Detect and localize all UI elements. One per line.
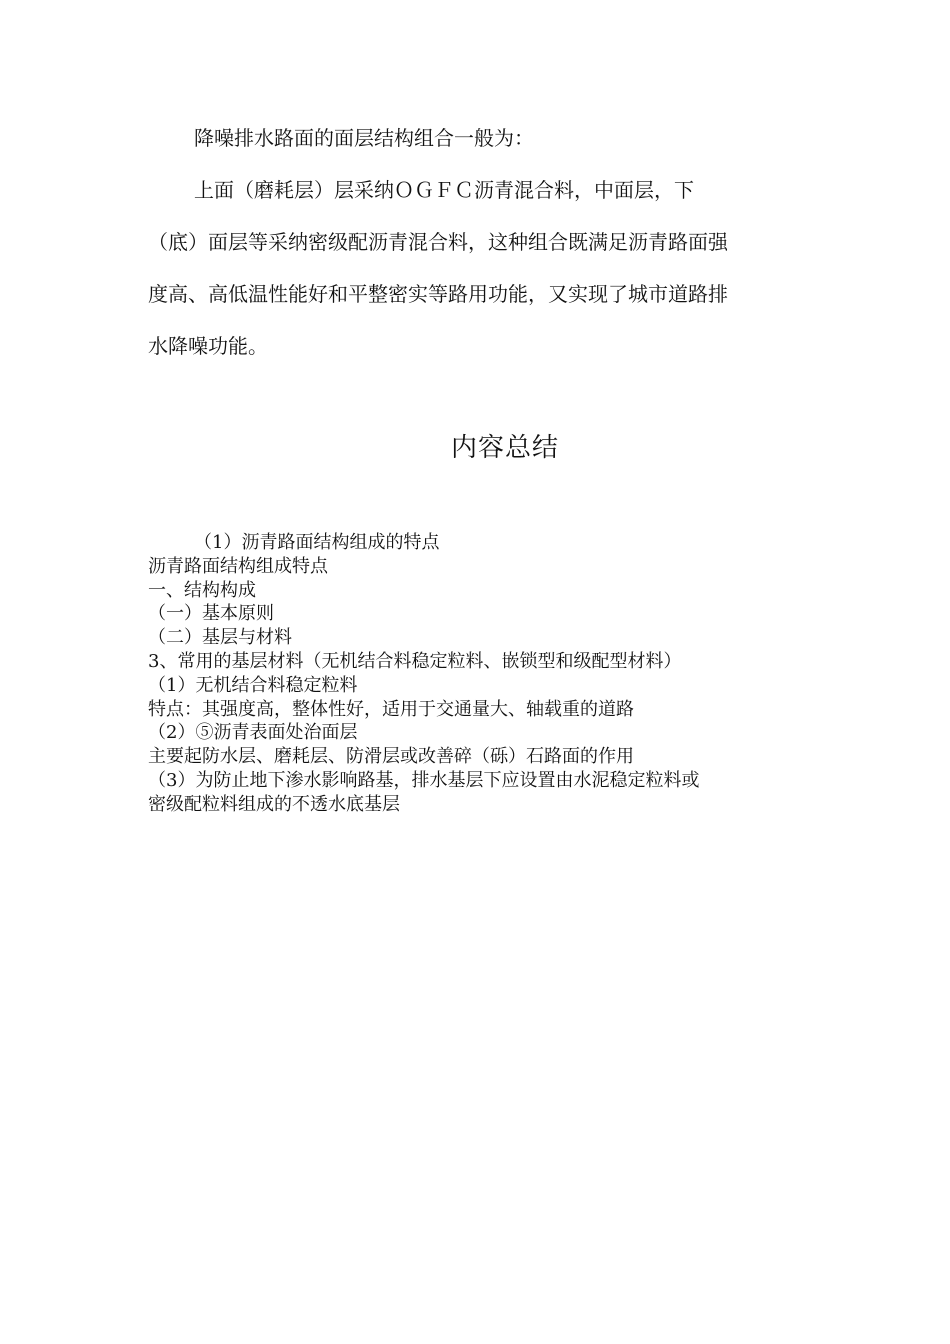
intro-paragraph-2-line-2: （底）面层等采纳密级配沥青混合料，这种组合既满足沥青路面强 [148,230,728,254]
intro-section [148,112,808,372]
summary-line: 主要起防水层、磨耗层、防滑层或改善碎（砾）石路面的作用 [148,746,634,768]
summary-line: （3）为防止地下渗水影响路基，排水基层下应设置由水泥稳定粒料或 [148,769,700,791]
summary-line: （一）基本原则 [148,603,274,625]
summary-line: （1）无机结合料稳定粒料 [148,674,358,696]
intro-paragraph-1: 降噪排水路面的面层结构组合一般为： [194,126,534,150]
summary-section [148,531,808,817]
summary-line: 特点：其强度高，整体性好，适用于交通量大、轴载重的道路 [148,698,634,720]
summary-title: 内容总结 [450,433,559,463]
intro-paragraph-2-line-3: 度高、高低温性能好和平整密实等路用功能，又实现了城市道路排 [148,282,728,306]
intro-paragraph-2-line-4: 水降噪功能。 [148,334,268,358]
intro-paragraph-2-line-1: 上面（磨耗层）层采纳ＯＧＦＣ沥青混合料，中面层，下 [194,178,694,202]
summary-line: 沥青路面结构组成特点 [148,555,328,577]
summary-line: （1）沥青路面结构组成的特点 [194,532,440,553]
summary-line: （二）基层与材料 [148,627,292,649]
summary-line: 一、结构构成 [148,579,256,601]
summary-line: 密级配粒料组成的不透水底基层 [148,793,400,815]
summary-line: （2）⑤沥青表面处治面层 [148,722,358,744]
summary-line: 3、常用的基层材料（无机结合料稳定粒料、嵌锁型和级配型材料） [148,650,682,672]
